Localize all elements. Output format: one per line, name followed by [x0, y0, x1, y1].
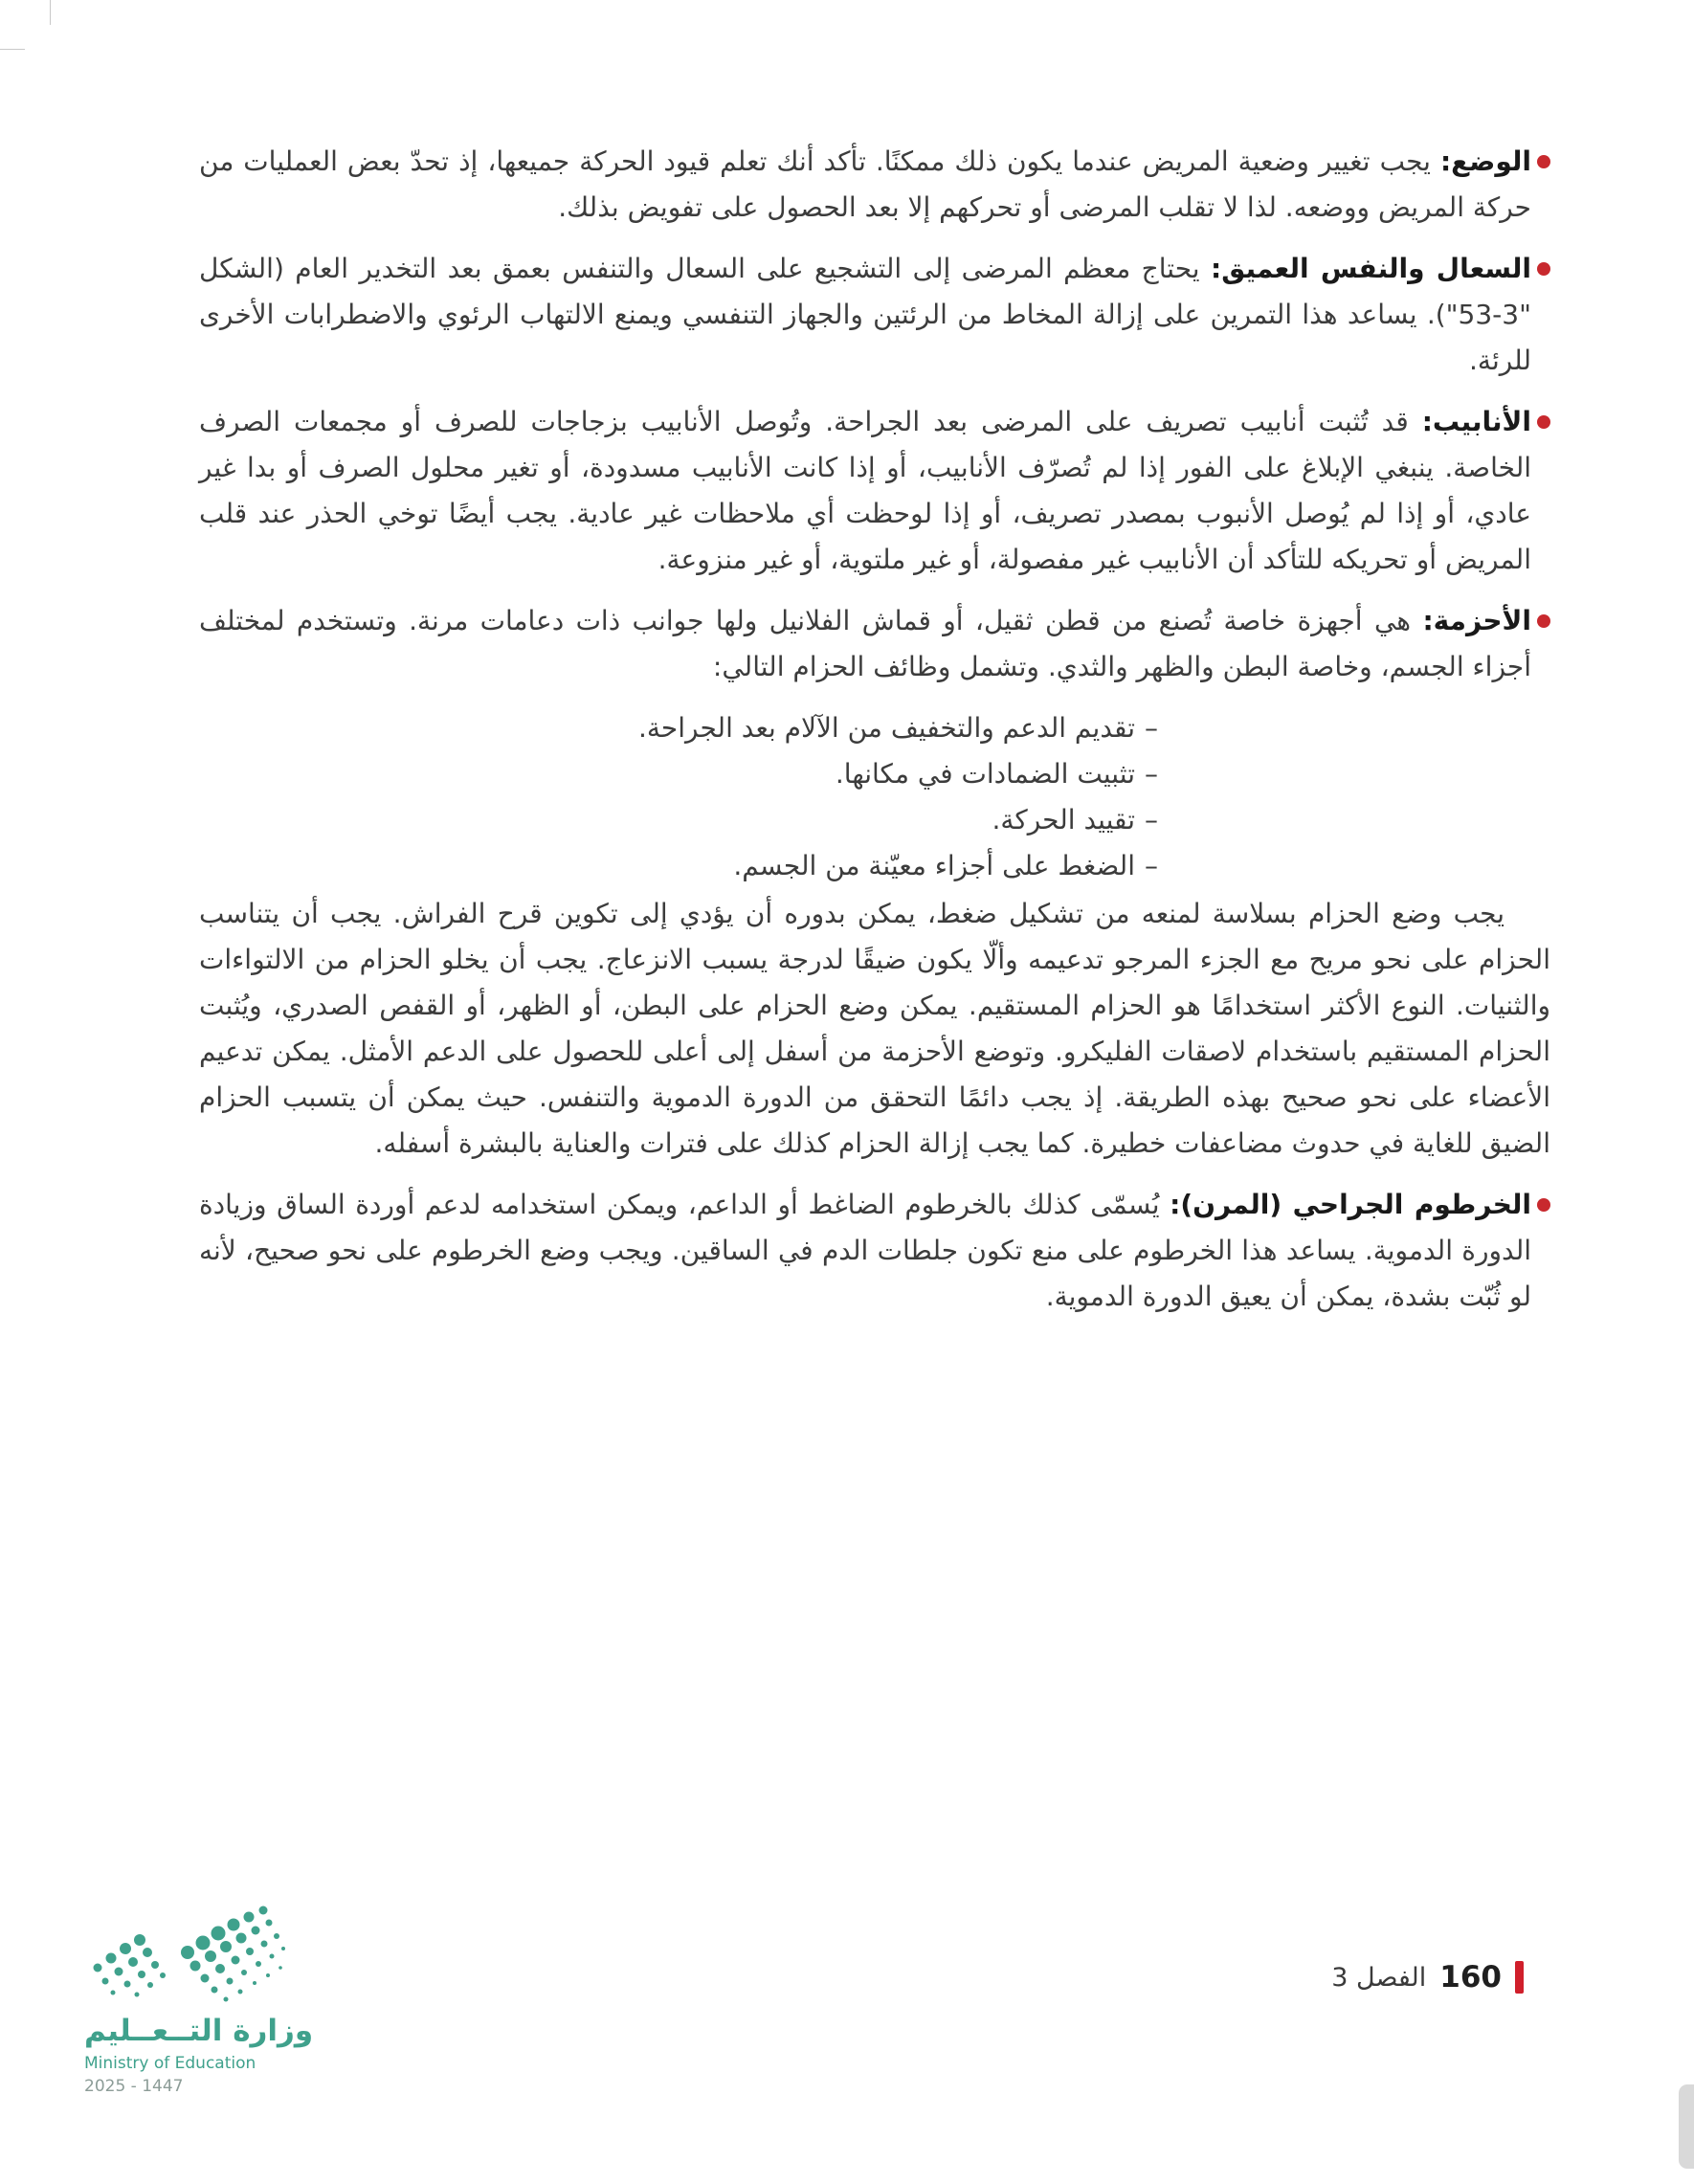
red-bullet-icon — [1537, 415, 1550, 429]
dash-marker: – — [1145, 758, 1158, 790]
ministry-logo-years: 2025 - 1447 — [84, 2077, 184, 2096]
list-item — [199, 843, 1158, 889]
ministry-logo — [84, 1893, 323, 2096]
bullet-item-tubes — [199, 399, 1550, 583]
bullet-term: الأنابيب: — [1421, 406, 1531, 437]
belt-functions-list — [199, 705, 1550, 889]
list-item — [199, 705, 1158, 751]
dash-marker: – — [1145, 712, 1158, 744]
bullet-term: الوضع: — [1439, 145, 1531, 177]
list-item-text: الضغط على أجزاء معيّنة من الجسم. — [733, 850, 1135, 881]
page-content — [199, 139, 1550, 1335]
bullet-term: الخرطوم الجراحي (المرن): — [1170, 1189, 1531, 1220]
list-item-text: تثبيت الضمادات في مكانها. — [835, 758, 1135, 790]
list-item-text: تقديم الدعم والتخفيف من الآلام بعد الجراحة. — [638, 712, 1135, 744]
bullet-text: هي أجهزة خاصة تُصنع من قطن ثقيل، أو قماش الفلانيل ولها جوانب ذات دعامات مرنة. وتستخدم لمختلف أجزاء الجسم، وخاصة البطن والظهر والثدي. وتشمل وظائف الحزام التالي: — [199, 605, 1531, 682]
bullet-item-binders — [199, 598, 1550, 690]
crop-mark-horizontal — [0, 49, 25, 50]
list-item — [199, 797, 1158, 843]
bullet-text: يجب تغيير وضعية المريض عندما يكون ذلك ممكنًا. تأكد أنك تعلم قيود الحركة جميعها، إذ تحدّ بعض العمليات من حركة المريض ووضعه. لذا لا تقلب المرضى أو تحركهم إلا بعد الحصول على تفويض بذلك. — [199, 145, 1531, 223]
ministry-logo-subtitle: Ministry of Education — [84, 2054, 256, 2073]
red-bullet-icon — [1537, 614, 1550, 628]
crop-mark-vertical — [50, 0, 51, 25]
bullet-text: يُسمّى كذلك بالخرطوم الضاغط أو الداعم، ويمكن استخدامه لدعم أوردة الساق وزيادة الدورة الدموية. يساعد هذا الخرطوم على منع تكون جلطات الدم في الساقين. ويجب وضع الخرطوم على نحو صحيح، لأنه لو ثُبّت بشدة، يمكن أن يعيق الدورة الدموية. — [199, 1189, 1531, 1312]
side-tab — [1679, 2084, 1694, 2169]
red-bullet-icon — [1537, 1198, 1550, 1212]
bullet-text: يحتاج معظم المرضى إلى التشجيع على السعال والتنفس بعمق بعد التخدير العام (الشكل "3-53"). يساعد هذا التمرين على إزالة المخاط من الرئتين والجهاز التنفسي ويمنع الالتهاب الرئوي والاضطرابات الأخرى للرئة. — [199, 253, 1531, 376]
dash-marker: – — [1145, 804, 1158, 836]
chapter-label: الفصل 3 — [1331, 1962, 1427, 1993]
red-bullet-icon — [1537, 262, 1550, 276]
bullet-term: الأحزمة: — [1422, 605, 1531, 636]
ministry-logo-dots-icon — [84, 1893, 304, 2008]
bullet-item-surgical-hose — [199, 1182, 1550, 1320]
list-item-text: تقييد الحركة. — [992, 804, 1135, 836]
list-item — [199, 751, 1158, 797]
belt-usage-paragraph: يجب وضع الحزام بسلاسة لمنعه من تشكيل ضغط، يمكن بدوره أن يؤدي إلى تكوين قرح الفراش. يجب أن يتناسب الحزام على نحو مريح مع الجزء المرجو تدعيمه وألّا يكون ضيقًا لدرجة يسبب الانزعاج. يجب أن يخلو الحزام من الالتواءات والثنيات. النوع الأكثر استخدامًا هو الحزام المستقيم. يمكن وضع الحزام على البطن، أو الظهر، أو القفص الصدري، ويُثبت الحزام المستقيم باستخدام لاصقات الفليكرو. وتوضع الأحزمة من أسفل إلى أعلى للحصول على الدعم الأمثل. يمكن تدعيم الأعضاء على نحو صحيح بهذه الطريقة. إذ يجب دائمًا التحقق من الدورة الدموية والتنفس. حيث يمكن أن يتسبب الحزام الضيق للغاية في حدوث مضاعفات خطيرة. كما يجب إزالة الحزام كذلك على فترات والعناية بالبشرة أسفله. — [199, 898, 1550, 1159]
bullet-item-coughing-deep-breathing — [199, 246, 1550, 384]
bullet-text: قد تُثبت أنابيب تصريف على المرضى بعد الجراحة. وتُوصل الأنابيب بزجاجات للصرف أو مجمعات الصرف الخاصة. ينبغي الإبلاغ على الفور إذا لم تُصرّف الأنابيب، أو إذا كانت الأنابيب مسدودة، أو تغير محلول الصرف أو بدا غير عادي، أو إذا لم يُوصل الأنبوب بمصدر تصريف، أو إذا لوحظت أي ملاحظات غير عادية. يجب أيضًا توخي الحذر عند قلب المريض أو تحريكه للتأكد أن الأنابيب غير مفصولة، أو غير ملتوية، أو غير منزوعة. — [199, 406, 1531, 575]
bullet-item-position — [199, 139, 1550, 231]
red-bullet-icon — [1537, 155, 1550, 168]
bullet-term: السعال والنفس العميق: — [1211, 253, 1531, 284]
dash-marker: – — [1145, 850, 1158, 881]
ministry-logo-wordmark: وزارة التــعــليم — [84, 2014, 314, 2048]
page-footer — [1331, 1960, 1524, 1995]
footer-accent-bar — [1515, 1961, 1524, 1994]
page-number: 160 — [1439, 1960, 1502, 1995]
